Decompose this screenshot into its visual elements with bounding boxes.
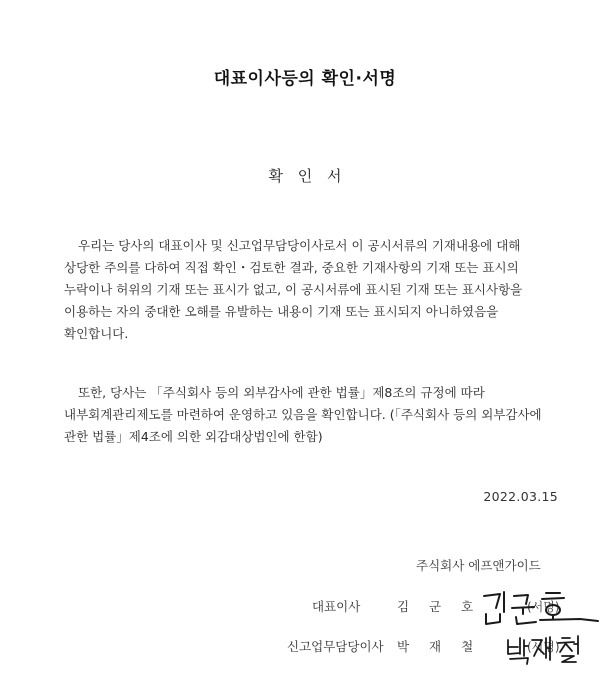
- document-date: 2022.03.15: [483, 489, 558, 504]
- document-title: 대표이사등의 확인·서명: [213, 69, 397, 89]
- seal-label: (서명): [527, 600, 560, 614]
- handwritten-signature-ceo: [470, 586, 600, 626]
- paragraph-line: 관한 법률」제4조에 의한 외감대상법인에 한함): [64, 429, 323, 444]
- signatory-role: 신고업무담당이사: [287, 639, 384, 654]
- paragraph-line: 우리는 당사의 대표이사 및 신고업무담당이사로서 이 공시서류의 기재내용에 대해: [78, 238, 521, 253]
- paragraph-line: 또한, 당사는 「주식회사 등의 외부감사에 관한 법률」제8조의 규정에 따라: [78, 385, 485, 400]
- signature-row-cfo: [0, 626, 610, 666]
- internal-control-paragraph: [64, 382, 562, 448]
- confirmation-paragraph: [64, 235, 562, 345]
- company-name: 주식회사 에프앤가이드: [416, 558, 541, 573]
- seal-label: (서명): [527, 640, 560, 654]
- signatory-name: 박 재 철: [397, 639, 482, 654]
- paragraph-line: 누락이나 허위의 기재 또는 표시가 없고, 이 공시서류에 표시된 기재 또는 표시사항을: [64, 282, 523, 297]
- paragraph-line: 확인합니다.: [64, 326, 129, 341]
- document-subtitle: 확 인 서: [268, 167, 342, 185]
- paragraph-line: 내부회계관리제도를 마련하여 운영하고 있음을 확인합니다. (「주식회사 등의 외부감사에: [64, 407, 542, 422]
- signatory-role: 대표이사: [312, 599, 361, 614]
- signatory-name: 김 군 호: [397, 599, 482, 614]
- handwritten-signature-cfo: [470, 626, 600, 666]
- paragraph-line: 상당한 주의를 다하여 직접 확인・검토한 결과, 중요한 기재사항의 기재 또는 표시의: [64, 260, 519, 275]
- paragraph-line: 이용하는 자의 중대한 오해를 유발하는 내용이 기재 또는 표시되지 아니하였음을: [64, 304, 499, 319]
- signature-row-ceo: [0, 586, 610, 626]
